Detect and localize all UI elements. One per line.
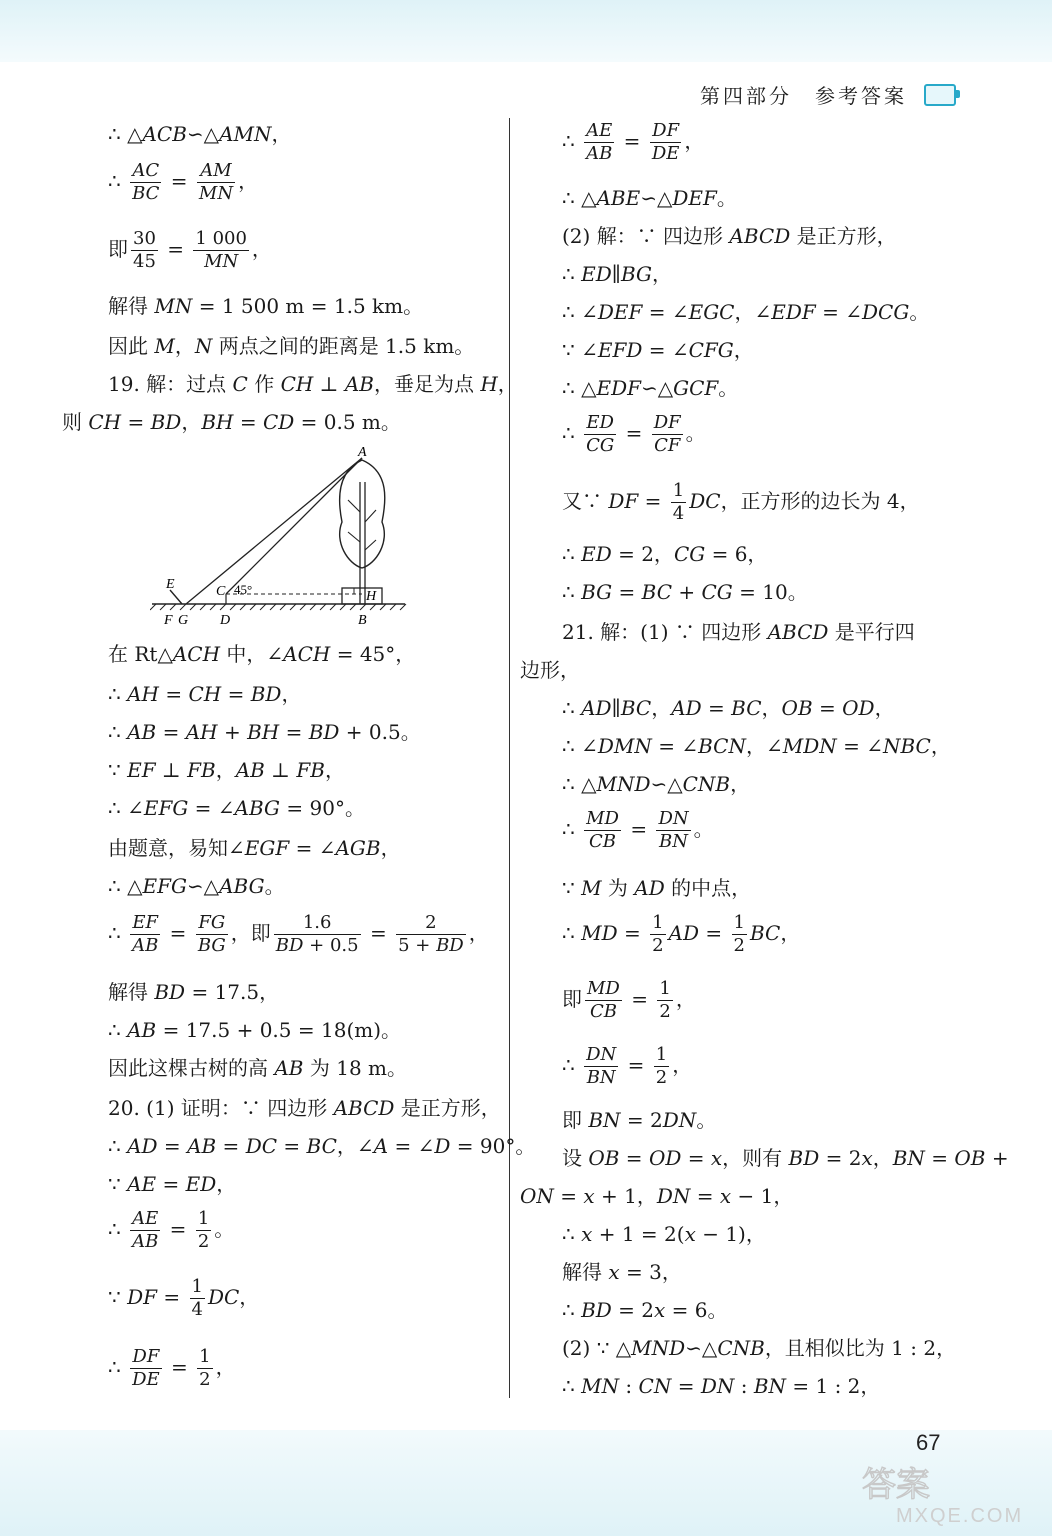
left-column-line: ∴ AD = AB = DC = BC，∠A = ∠D = 90°。 <box>108 1134 536 1158</box>
label-G: G <box>178 613 189 628</box>
label-H: H <box>366 589 377 604</box>
right-column-line: 即 $\frac{MD}{CB}$ = $\frac{1}{2}$ ， <box>562 978 696 1022</box>
right-column-line: ∴ BD = 2x = 6。 <box>562 1298 728 1322</box>
tree-height-figure <box>150 442 410 632</box>
right-column-line: ON = x + 1，DN = x − 1， <box>520 1184 794 1208</box>
label-E: E <box>166 577 175 592</box>
right-column-line: ∴ $\frac{DN}{BN}$ = $\frac{1}{2}$ ， <box>562 1044 693 1088</box>
right-column-line: ∴ ∠DEF = ∠EGC，∠EDF = ∠DCG。 <box>562 300 930 324</box>
right-column-line: ∴ ED = 2，CG = 6， <box>562 542 768 566</box>
column-divider <box>509 118 510 1398</box>
right-column-line: ∵ M 为 AD 的中点， <box>562 876 752 900</box>
left-column-line: ∴ △EFG∽△ABG。 <box>108 874 285 898</box>
left-column-line: 在 Rt△ACH 中，∠ACH = 45°， <box>108 642 416 666</box>
right-column-line: ∴ MD = $\frac{1}{2}$ AD = $\frac{1}{2}$ BC， <box>562 912 801 956</box>
left-column-line: ∴ AB = AH + BH = BD + 0.5。 <box>108 720 421 744</box>
label-45: 45° <box>234 582 253 597</box>
right-column-line: ∴ ∠DMN = ∠BCN，∠MDN = ∠NBC， <box>562 734 951 758</box>
right-column-line: ∴ $\frac{MD}{CB}$ = $\frac{DN}{BN}$ 。 <box>562 808 714 852</box>
page-number: 67 <box>916 1430 941 1455</box>
watermark-logo <box>860 1456 1040 1526</box>
left-column-line: 即 $\frac{30}{45}$ = $\frac{1 000}{MN}$ ， <box>108 228 272 272</box>
right-column-line: ∴ $\frac{AE}{AB}$ = $\frac{DF}{DE}$ ， <box>562 120 705 164</box>
right-column-line: ∴ ED∥BG， <box>562 262 673 286</box>
label-B: B <box>358 613 367 628</box>
left-column-line: ∴ AB = 17.5 + 0.5 = 18(m)。 <box>108 1018 402 1042</box>
right-column-line: 边形， <box>520 658 580 682</box>
left-column-line: ∴ ∠EFG = ∠ABG = 90°。 <box>108 796 365 820</box>
right-column-line: ∵ ∠EFD = ∠CFG， <box>562 338 754 362</box>
left-column-line: ∴ $\frac{AC}{BC}$ = $\frac{AM}{MN}$ ， <box>108 160 259 204</box>
right-column-line: ∴ △ABE∽△DEF。 <box>562 186 737 210</box>
right-column-line: ∴ MN : CN = DN : BN = 1 : 2， <box>562 1374 881 1398</box>
left-column-line: ∴ $\frac{EF}{AB}$ = $\frac{FG}{BG}$ ，即 $\frac{1.6}{BD + 0.5}$ = $\frac{2}{5 + BD}$ ， <box>108 912 489 956</box>
label-F: F <box>164 613 173 628</box>
label-C: C <box>216 584 226 599</box>
right-column-line: (2) 解：∵ 四边形 ABCD 是正方形， <box>562 224 897 248</box>
left-column-line: 20. (1) 证明：∵ 四边形 ABCD 是正方形， <box>108 1096 501 1120</box>
right-column-line: ∴ △MND∽△CNB， <box>562 772 751 796</box>
left-column-line: ∵ AE = ED， <box>108 1172 237 1196</box>
left-column-line: 19. 解：过点 C 作 CH ⊥ AB，垂足为点 H， <box>108 372 518 396</box>
right-column-line: 21. 解：(1) ∵ 四边形 ABCD 是平行四 <box>562 620 915 644</box>
left-column-line: 因此这棵古树的高 AB 为 18 m。 <box>108 1056 407 1080</box>
left-column-line: ∴ $\frac{AE}{AB}$ = $\frac{1}{2}$ 。 <box>108 1208 235 1252</box>
right-column-line: ∴ x + 1 = 2(x − 1)， <box>562 1222 766 1246</box>
section-header: 第四部分 参考答案 <box>700 84 907 108</box>
left-column-line: ∴ $\frac{DF}{DE}$ = $\frac{1}{2}$ ， <box>108 1346 236 1390</box>
label-D: D <box>220 613 231 628</box>
right-column-line: ∴ △EDF∽△GCF。 <box>562 376 739 400</box>
left-column-line: ∵ DF = $\frac{1}{4}$ DC， <box>108 1276 260 1320</box>
right-column-line: ∴ $\frac{ED}{CG}$ = $\frac{DF}{CF}$ 。 <box>562 412 706 456</box>
right-column-line: 又∵ DF = $\frac{1}{4}$ DC，正方形的边长为 4， <box>562 480 920 524</box>
left-column-line: 由题意，易知∠EGF = ∠AGB， <box>108 836 401 860</box>
right-column-line: ∴ BG = BC + CG = 10。 <box>562 580 808 604</box>
label-A: A <box>358 445 367 460</box>
left-column-line: 解得 MN = 1 500 m = 1.5 km。 <box>108 294 424 318</box>
right-column-line: 设 OB = OD = x，则有 BD = 2x，BN = OB + <box>562 1146 1009 1170</box>
battery-icon <box>924 84 956 106</box>
left-column-line: 则 CH = BD，BH = CD = 0.5 m。 <box>62 410 401 434</box>
right-column-line: ∴ AD∥BC，AD = BC，OB = OD， <box>562 696 895 720</box>
watermark-text: MXQE.COM <box>896 1505 1024 1526</box>
left-column-line: ∴ △ACB∽△AMN， <box>108 122 292 146</box>
left-column-line: 解得 BD = 17.5， <box>108 980 280 1004</box>
svg-text:答案: 答案 <box>862 1465 930 1505</box>
right-column-line: (2) ∵ △MND∽△CNB，且相似比为 1 : 2， <box>562 1336 957 1360</box>
right-column-line: 解得 x = 3， <box>562 1260 682 1284</box>
top-decorative-band <box>0 0 1052 62</box>
right-column-line: 即 BN = 2DN。 <box>562 1108 717 1132</box>
left-column-line: ∵ EF ⊥ FB，AB ⊥ FB， <box>108 758 345 782</box>
left-column-line: ∴ AH = CH = BD， <box>108 682 302 706</box>
left-column-line: 因此 M，N 两点之间的距离是 1.5 km。 <box>108 334 475 358</box>
